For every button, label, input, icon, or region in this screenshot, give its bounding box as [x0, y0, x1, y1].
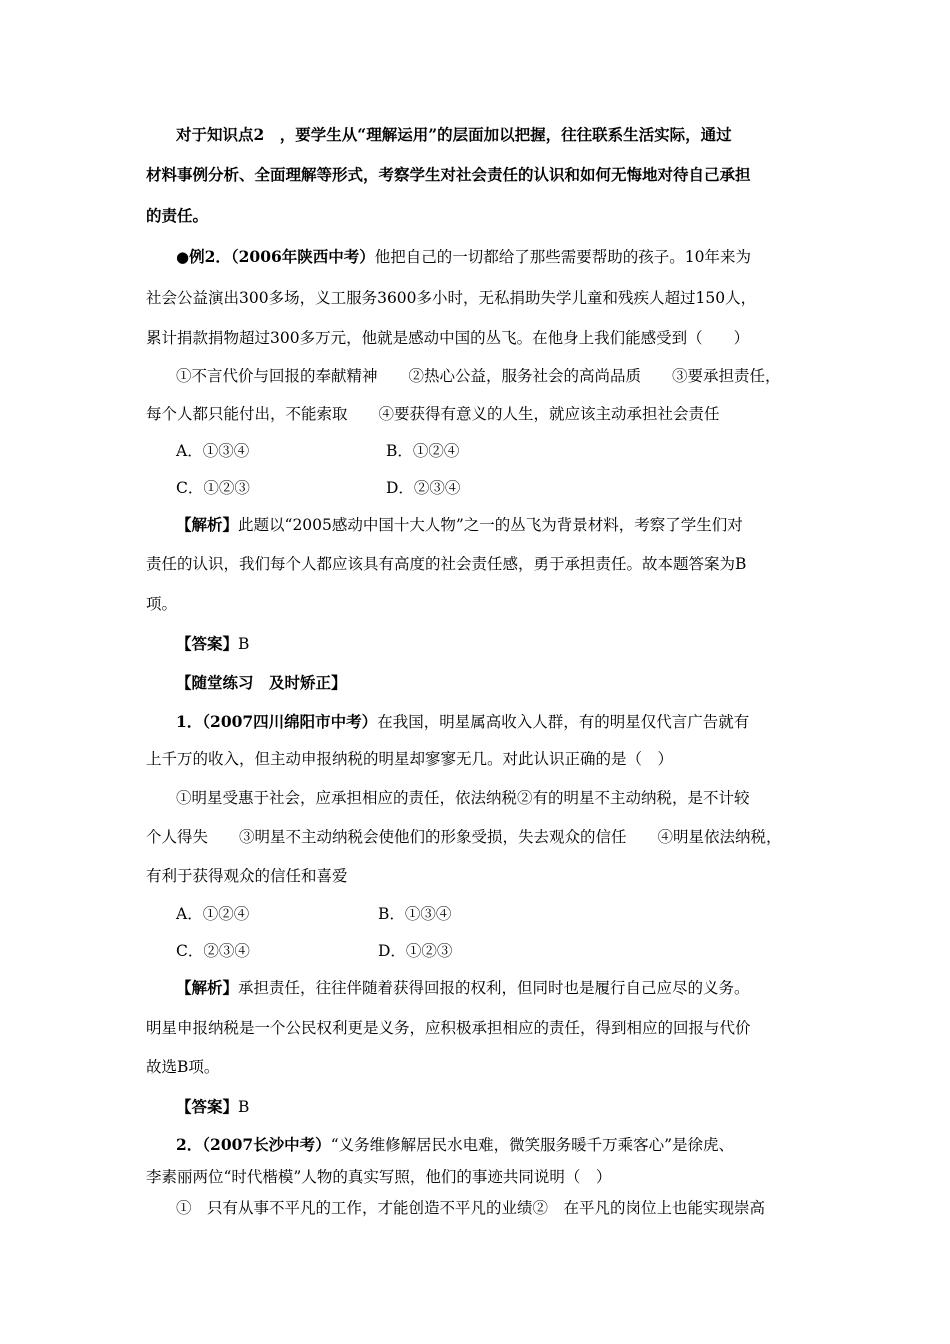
- example-2-answer: [176, 633, 249, 655]
- example-source: （2006年陕西中考）: [230, 247, 375, 266]
- example-2-analysis-line-3: 项。: [146, 595, 178, 613]
- question-1-statement-3: 有利于获得观众的信任和喜爱: [146, 867, 348, 885]
- question-source: （2007长沙中考）: [202, 1135, 331, 1154]
- example-2-statement-1: ①不言代价与回报的奉献精神 ②热心公益，服务社会的高尚品质 ③要承担责任，: [176, 367, 781, 385]
- example-2-analysis-line-2: 责任的认识，我们每个人都应该具有高度的社会责任感，勇于承担责任。故本题答案为B: [146, 555, 747, 573]
- answer-value: B: [238, 1098, 250, 1116]
- answer-value: B: [238, 635, 250, 653]
- option-a: A．①②④: [176, 905, 250, 923]
- question-1-statement-1: ①明星受惠于社会，应承担相应的责任，依法纳税②有的明星不主动纳税，是不计较: [176, 789, 750, 807]
- question-2-first-line: [176, 1134, 734, 1156]
- option-c: C．②③④: [176, 942, 250, 960]
- example-label: 例2．: [189, 247, 231, 266]
- question-1-answer: [176, 1096, 249, 1118]
- analysis-tag: 【解析】: [176, 978, 239, 997]
- question-1-analysis-line-3: 故选B项。: [146, 1058, 220, 1076]
- question-source: （2007四川绵阳市中考）: [202, 712, 378, 731]
- answer-tag: 【答案】: [176, 1097, 239, 1116]
- option-c: C．①②③: [176, 479, 250, 497]
- question-1-analysis-line-1: [176, 977, 750, 999]
- intro-line-2: 材料事例分析、全面理解等形式，考察学生对社会责任的认识和如何无悔地对待自己承担: [146, 165, 751, 184]
- bullet-icon: ●: [176, 248, 190, 266]
- intro-line-3: 的责任。: [146, 206, 209, 225]
- practice-title: 【随堂练习 及时矫正】: [176, 673, 347, 692]
- analysis-tag: 【解析】: [176, 515, 239, 534]
- question-number: 2．: [176, 1135, 203, 1154]
- analysis-text: 此题以“2005感动中国十大人物”之一的丛飞为背景材料，考察了学生们对: [238, 516, 743, 534]
- question-number: 1．: [176, 712, 203, 731]
- analysis-text: 承担责任，往往伴随着获得回报的权利，但同时也是履行自己应尽的义务。: [238, 979, 750, 997]
- option-d: D．②③④: [386, 479, 461, 497]
- question-text: 在我国，明星属高收入人群，有的明星仅代言广告就有: [377, 713, 750, 731]
- question-1-first-line: [176, 711, 749, 733]
- answer-tag: 【答案】: [176, 634, 239, 653]
- question-2-statement-1: ① 只有从事不平凡的工作，才能创造不平凡的业绩② 在平凡的岗位上也能实现崇高: [176, 1199, 766, 1217]
- intro-line-1: 对于知识点2 ，要学生从“理解运用”的层面加以把握，往往联系生活实际，通过: [176, 125, 732, 144]
- question-1-analysis-line-2: 明星申报纳税是一个公民权利更是义务，应积极承担相应的责任，得到相应的回报与代价: [146, 1019, 751, 1037]
- option-b: B．①②④: [386, 442, 460, 460]
- option-b: B．①③④: [378, 905, 452, 923]
- question-2-line-2: 李素丽两位“时代楷模”人物的真实写照，他们的事迹共同说明（ ）: [146, 1168, 612, 1186]
- example-2-statement-2: 每个人都只能付出，不能索取 ④要获得有意义的人生，就应该主动承担社会责任: [146, 405, 720, 423]
- option-a: A．①③④: [176, 442, 250, 460]
- question-1-statement-2: 个人得失 ③明星不主动纳税会使他们的形象受损，失去观众的信任 ④明星依法纳税，: [146, 828, 782, 846]
- example-2-line-3: 累计捐款捐物超过300多万元，他就是感动中国的丛飞。在他身上我们能感受到（ ）: [146, 329, 750, 347]
- example-text: 他把自己的一切都给了那些需要帮助的孩子。10年来为: [374, 248, 752, 266]
- example-2-line-2: 社会公益演出300多场，义工服务3600多小时，无私捐助失学儿童和残疾人超过150人，: [146, 289, 757, 307]
- question-1-line-2: 上千万的收入，但主动申报纳税的明星却寥寥无几。对此认识正确的是（ ）: [146, 750, 674, 768]
- example-2-analysis-line-1: [176, 514, 743, 536]
- example-2-first-line: [176, 246, 751, 268]
- question-text: “义务维修解居民水电难，微笑服务暖千万乘客心”是徐虎、: [330, 1136, 735, 1154]
- option-d: D．①②③: [378, 942, 453, 960]
